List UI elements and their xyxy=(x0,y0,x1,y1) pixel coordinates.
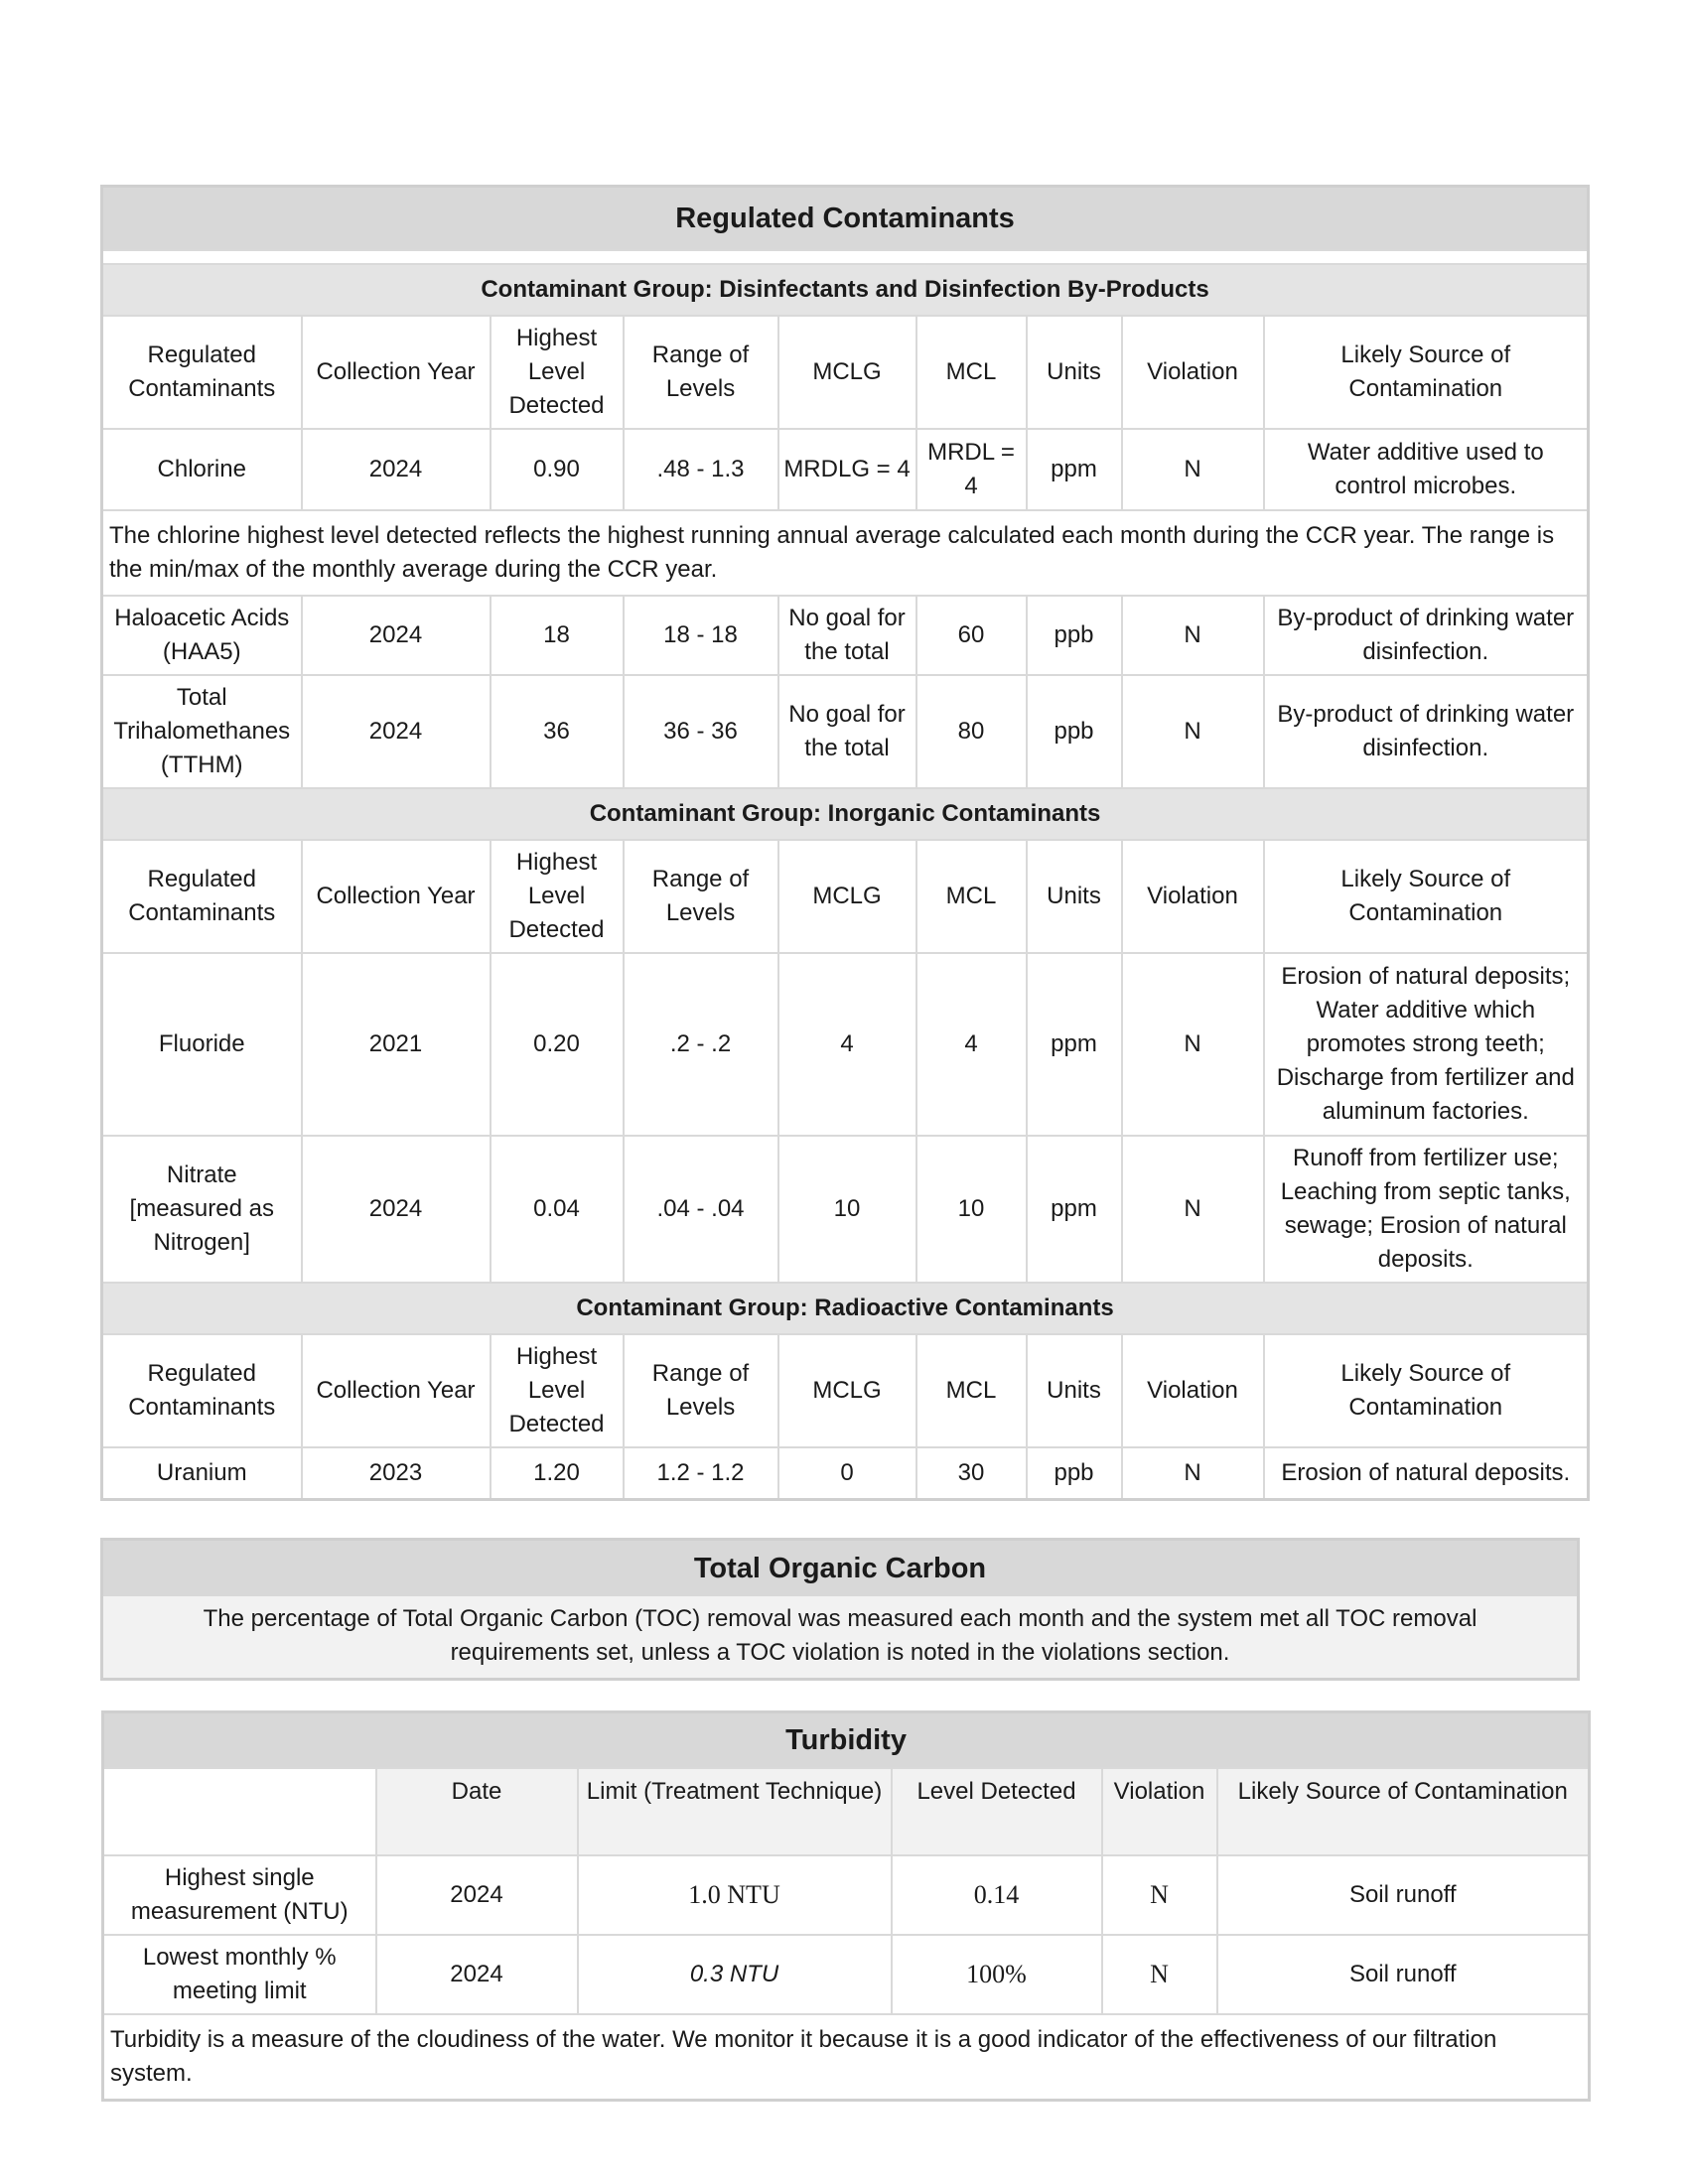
mcl: 10 xyxy=(916,1136,1027,1283)
level-detected: 0.14 xyxy=(892,1855,1102,1935)
violation: N xyxy=(1122,675,1264,788)
limit: 1.0 NTU xyxy=(578,1855,892,1935)
collection-year: 2024 xyxy=(302,429,491,510)
column-header-row xyxy=(102,316,1589,429)
toc-section xyxy=(100,1538,1580,1681)
mclg: No goal for the total xyxy=(778,596,916,675)
chlorine-note: The chlorine highest level detected reflects the highest running annual average calculated each month during the CCR year. The range is the min/max of the monthly average during the CCR year. xyxy=(102,510,1589,596)
range-of-levels: .48 - 1.3 xyxy=(624,429,778,510)
units: ppm xyxy=(1027,953,1122,1136)
mcl: 80 xyxy=(916,675,1027,788)
mclg: 10 xyxy=(778,1136,916,1283)
col-header: MCLG xyxy=(778,1334,916,1447)
col-header: Collection Year xyxy=(302,1334,491,1447)
col-header: Regulated Contaminants xyxy=(102,840,302,953)
row-label: Highest single measurement (NTU) xyxy=(103,1855,376,1935)
regulated-contaminants-table xyxy=(100,185,1590,1501)
violation: N xyxy=(1102,1935,1217,2014)
contaminant-name: Uranium xyxy=(102,1447,302,1499)
col-header: Range of Levels xyxy=(624,1334,778,1447)
column-header-row xyxy=(102,840,1589,953)
mcl: 60 xyxy=(916,596,1027,675)
contaminant-name: Haloacetic Acids (HAA5) xyxy=(102,596,302,675)
violation: N xyxy=(1122,1447,1264,1499)
contaminant-name: Nitrate [measured as Nitrogen] xyxy=(102,1136,302,1283)
level-detected: 100% xyxy=(892,1935,1102,2014)
likely-source: Soil runoff xyxy=(1217,1855,1590,1935)
collection-year: 2023 xyxy=(302,1447,491,1499)
range-of-levels: 18 - 18 xyxy=(624,596,778,675)
col-header: Likely Source of Contamination xyxy=(1264,1334,1589,1447)
units: ppm xyxy=(1027,429,1122,510)
highest-level: 0.04 xyxy=(491,1136,624,1283)
col-header: Units xyxy=(1027,316,1122,429)
toc-text: The percentage of Total Organic Carbon (TOC) removal was measured each month and the system met all TOC removal requirements set, unless a TOC violation is noted in the violations section. xyxy=(203,1605,1477,1666)
col-header: Violation xyxy=(1102,1768,1217,1855)
col-header: Likely Source of Contamination xyxy=(1264,316,1589,429)
col-header: Highest Level Detected xyxy=(491,316,624,429)
contaminant-name: Fluoride xyxy=(102,953,302,1136)
contaminant-name: Total Trihalomethanes (TTHM) xyxy=(102,675,302,788)
toc-title: Total Organic Carbon xyxy=(103,1541,1577,1596)
likely-source: Water additive used to control microbes. xyxy=(1264,429,1589,510)
mcl: 30 xyxy=(916,1447,1027,1499)
likely-source: Erosion of natural deposits; Water additive which promotes strong teeth; Discharge from fertilizer and aluminum factories. xyxy=(1264,953,1589,1136)
range-of-levels: .2 - .2 xyxy=(624,953,778,1136)
turbidity-table xyxy=(101,1710,1591,2102)
table-row xyxy=(102,1136,1589,1283)
col-header: Level Detected xyxy=(892,1768,1102,1855)
col-header: MCL xyxy=(916,1334,1027,1447)
table-row xyxy=(102,675,1589,788)
turbidity-note: Turbidity is a measure of the cloudiness of the water. We monitor it because it is a good indicator of the effectiveness of our filtration system. xyxy=(103,2014,1590,2101)
table-row xyxy=(102,429,1589,510)
column-header-row xyxy=(103,1768,1590,1855)
collection-year: 2021 xyxy=(302,953,491,1136)
col-header: Range of Levels xyxy=(624,840,778,953)
table-row xyxy=(103,1935,1590,2014)
table-row xyxy=(103,1855,1590,1935)
likely-source: By-product of drinking water disinfection. xyxy=(1264,675,1589,788)
likely-source: Erosion of natural deposits. xyxy=(1264,1447,1589,1499)
col-header: Collection Year xyxy=(302,316,491,429)
highest-level: 1.20 xyxy=(491,1447,624,1499)
likely-source: Runoff from fertilizer use; Leaching from septic tanks, sewage; Erosion of natural deposits. xyxy=(1264,1136,1589,1283)
violation: N xyxy=(1102,1855,1217,1935)
col-header: Violation xyxy=(1122,316,1264,429)
group-label-inorganic: Contaminant Group: Inorganic Contaminants xyxy=(102,788,1589,840)
table-row xyxy=(102,596,1589,675)
col-header: Range of Levels xyxy=(624,316,778,429)
col-header: Highest Level Detected xyxy=(491,1334,624,1447)
likely-source: By-product of drinking water disinfection. xyxy=(1264,596,1589,675)
units: ppb xyxy=(1027,1447,1122,1499)
col-header: MCLG xyxy=(778,316,916,429)
col-header: Date xyxy=(376,1768,578,1855)
limit: 0.3 NTU xyxy=(578,1935,892,2014)
mclg: No goal for the total xyxy=(778,675,916,788)
col-header: Collection Year xyxy=(302,840,491,953)
highest-level: 0.20 xyxy=(491,953,624,1136)
col-header: Likely Source of Contamination xyxy=(1264,840,1589,953)
collection-year: 2024 xyxy=(302,675,491,788)
col-header: Violation xyxy=(1122,1334,1264,1447)
col-header: Regulated Contaminants xyxy=(102,1334,302,1447)
group-label-disinfectants: Contaminant Group: Disinfectants and Disinfection By-Products xyxy=(102,264,1589,316)
date: 2024 xyxy=(376,1935,578,2014)
col-header: MCLG xyxy=(778,840,916,953)
units: ppb xyxy=(1027,596,1122,675)
spacer xyxy=(102,250,1589,264)
violation: N xyxy=(1122,953,1264,1136)
highest-level: 0.90 xyxy=(491,429,624,510)
col-header-blank xyxy=(103,1768,376,1855)
contaminant-name: Chlorine xyxy=(102,429,302,510)
range-of-levels: .04 - .04 xyxy=(624,1136,778,1283)
col-header: Likely Source of Contamination xyxy=(1217,1768,1590,1855)
col-header: Limit (Treatment Technique) xyxy=(578,1768,892,1855)
range-of-levels: 1.2 - 1.2 xyxy=(624,1447,778,1499)
range-of-levels: 36 - 36 xyxy=(624,675,778,788)
mclg: MRDLG = 4 xyxy=(778,429,916,510)
col-header: Regulated Contaminants xyxy=(102,316,302,429)
likely-source: Soil runoff xyxy=(1217,1935,1590,2014)
col-header: Highest Level Detected xyxy=(491,840,624,953)
turbidity-title: Turbidity xyxy=(103,1712,1590,1769)
violation: N xyxy=(1122,429,1264,510)
table-row xyxy=(102,953,1589,1136)
col-header: MCL xyxy=(916,316,1027,429)
col-header: Units xyxy=(1027,840,1122,953)
table-row xyxy=(102,1447,1589,1499)
regulated-title: Regulated Contaminants xyxy=(102,187,1589,251)
highest-level: 36 xyxy=(491,675,624,788)
col-header: Units xyxy=(1027,1334,1122,1447)
collection-year: 2024 xyxy=(302,1136,491,1283)
collection-year: 2024 xyxy=(302,596,491,675)
group-label-radioactive: Contaminant Group: Radioactive Contaminants xyxy=(102,1283,1589,1334)
units: ppm xyxy=(1027,1136,1122,1283)
highest-level: 18 xyxy=(491,596,624,675)
col-header: Violation xyxy=(1122,840,1264,953)
violation: N xyxy=(1122,596,1264,675)
mcl: MRDL = 4 xyxy=(916,429,1027,510)
mclg: 0 xyxy=(778,1447,916,1499)
mcl: 4 xyxy=(916,953,1027,1136)
row-label: Lowest monthly % meeting limit xyxy=(103,1935,376,2014)
column-header-row xyxy=(102,1334,1589,1447)
mclg: 4 xyxy=(778,953,916,1136)
violation: N xyxy=(1122,1136,1264,1283)
date: 2024 xyxy=(376,1855,578,1935)
col-header: MCL xyxy=(916,840,1027,953)
units: ppb xyxy=(1027,675,1122,788)
